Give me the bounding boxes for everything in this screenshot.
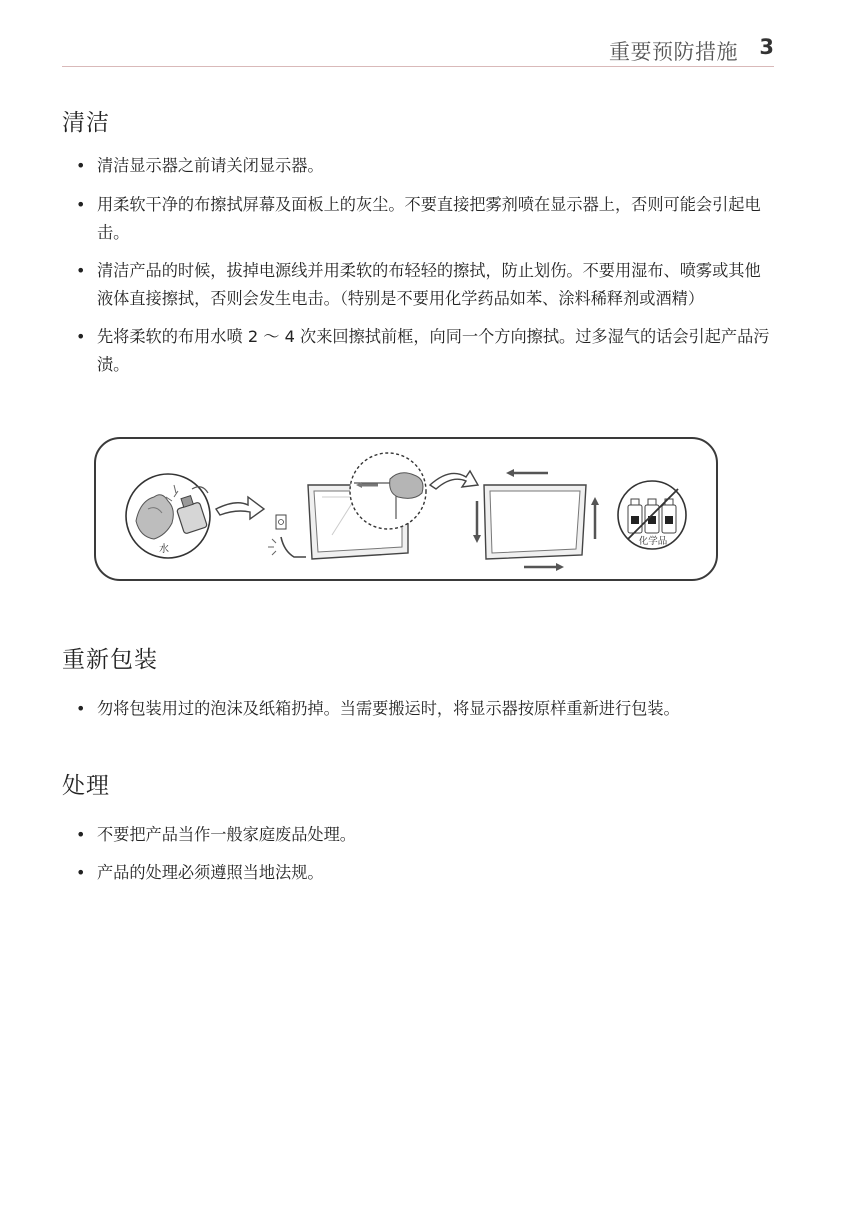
list-item: • 用柔软干净的布擦拭屏幕及面板上的灰尘。不要直接把雾剂喷在显示器上，否则可能会引起电击。 bbox=[76, 191, 776, 247]
page-number: 3 bbox=[759, 35, 774, 59]
list-item: • 先将柔软的布用水喷 2 ～ 4 次来回擦拭前框，向同一个方向擦拭。过多湿气的话会引起产品污渍。 bbox=[76, 323, 776, 379]
header-title: 重要预防措施 bbox=[609, 40, 738, 64]
page-header bbox=[62, 30, 774, 67]
list-item: • 勿将包装用过的泡沫及纸箱扔掉。当需要搬运时，将显示器按原样重新进行包装。 bbox=[76, 695, 776, 723]
cleaning-steps-diagram bbox=[96, 439, 716, 579]
list-item: • 不要把产品当作一般家庭废品处理。 bbox=[76, 821, 776, 849]
section-title-repacking: 重新包装 bbox=[62, 647, 158, 673]
section-title-cleaning: 清洁 bbox=[62, 110, 110, 136]
repacking-list bbox=[76, 695, 776, 723]
list-item: • 清洁产品的时候，拔掉电源线并用柔软的布轻轻的擦拭，防止划伤。不要用湿布、喷雾或其他液体直接擦拭，否则会发生电击。（特别是不要用化学药品如苯、涂料稀释剂或酒精） bbox=[76, 257, 776, 313]
water-label: 水 bbox=[159, 544, 169, 555]
monitor-directions-icon bbox=[473, 469, 599, 571]
wiping-hand-icon bbox=[350, 453, 426, 529]
list-item: • 清洁显示器之前请关闭显示器。 bbox=[76, 152, 776, 180]
arrow-right-icon bbox=[216, 497, 264, 519]
cleaning-illustration bbox=[94, 437, 718, 581]
section-title-disposal: 处理 bbox=[62, 773, 110, 799]
power-outlet-icon bbox=[268, 515, 306, 557]
chemical-label: 化学品 bbox=[638, 536, 668, 547]
list-item: • 产品的处理必须遵照当地法规。 bbox=[76, 859, 776, 887]
disposal-list bbox=[76, 821, 776, 887]
arrow-curved-icon bbox=[430, 471, 478, 489]
cleaning-list bbox=[76, 152, 776, 379]
